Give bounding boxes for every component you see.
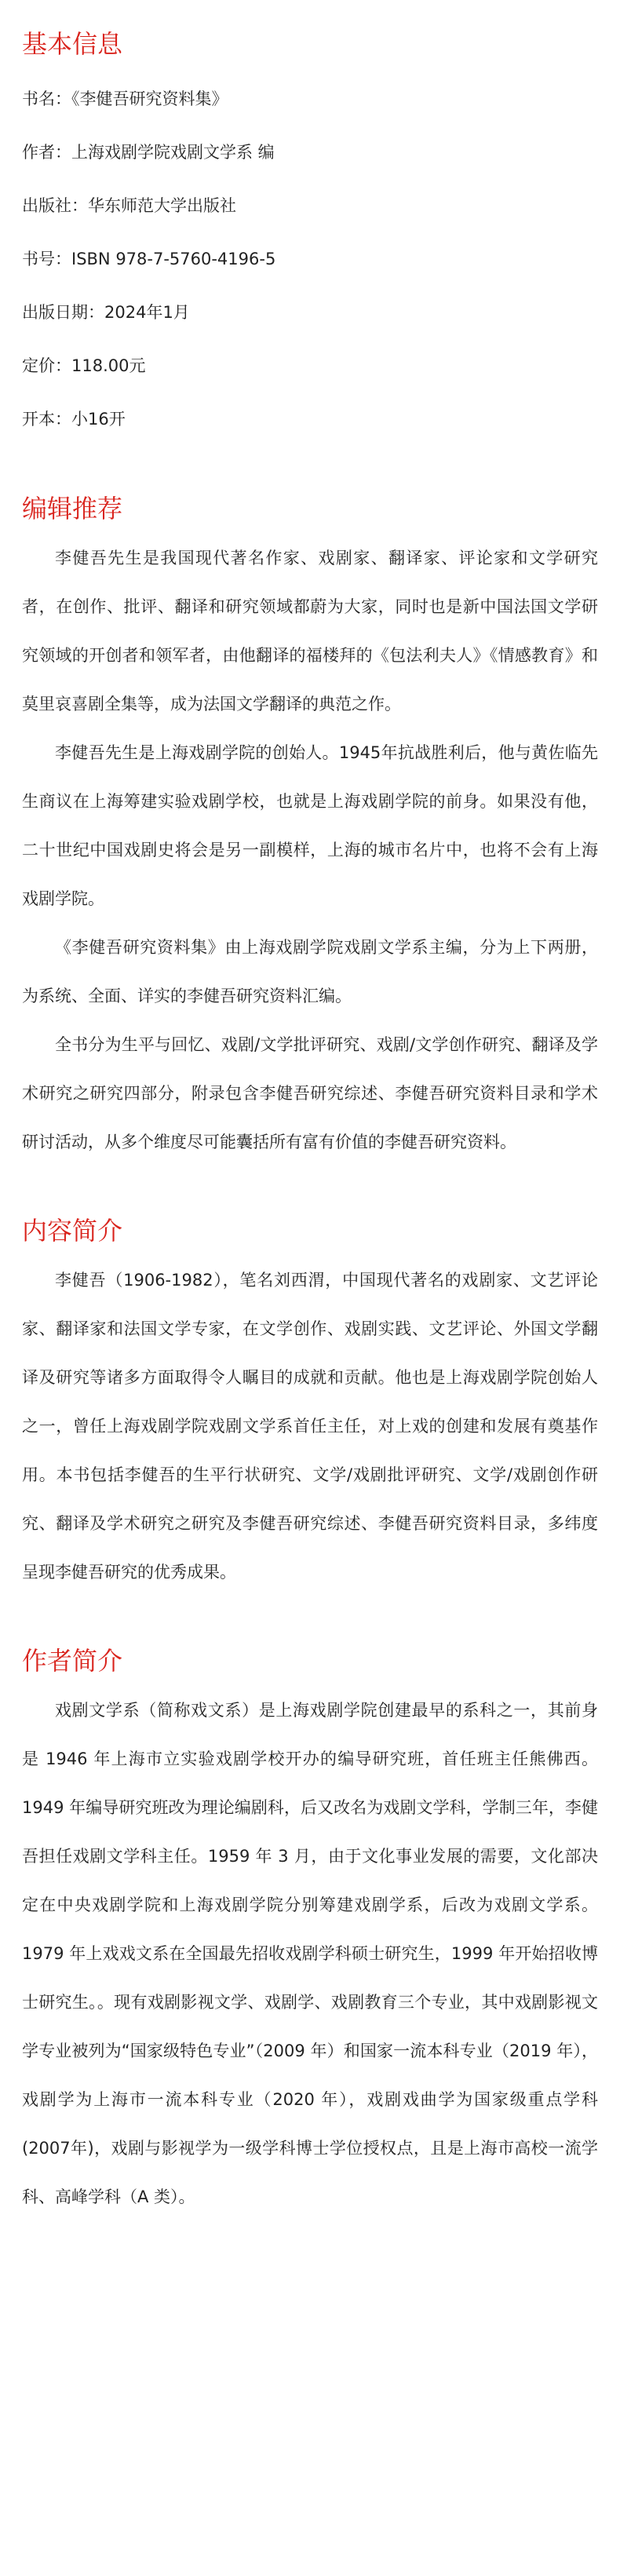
info-row-isbn: 书号：ISBN 978-7-5760-4196-5	[22, 250, 276, 268]
info-row-format: 开本：小16开	[22, 410, 126, 429]
basic-info-list	[22, 72, 598, 446]
info-row-pub-date: 出版日期：2024年1月	[22, 303, 190, 322]
paragraph: 全书分为生平与回忆、戏剧/文学批评研究、戏剧/文学创作研究、翻译及学术研究之研究四部分，附录包含李健吾研究综述、李健吾研究资料目录和学术研讨活动，从多个维度尽可能囊括所有富有价值的李健吾研究资料。	[22, 1035, 598, 1151]
editor-recommendation-section	[22, 491, 598, 1166]
section-title-editor-recommendation: 编辑推荐	[22, 494, 123, 524]
section-title-basic-info: 基本信息	[22, 29, 123, 59]
info-row-author: 作者：上海戏剧学院戏剧文学系 编	[22, 143, 275, 162]
paragraph: 戏剧文学系（简称戏文系）是上海戏剧学院创建最早的系科之一，其前身是 1946 年上海市立实验戏剧学校开办的编导研究班，首任班主任熊佛西。1949 年编导研究班改为理论编剧科，后又改名为戏剧文学科，学制三年，李健吾担任戏剧文学科主任。1959 年 3 月，由于文化事业发展的需要，文化部决定在中央戏剧学院和上海戏剧学院分别筹建戏剧学系，后改为戏剧文学系。1979 年上戏戏文系在全国最先招收戏剧学科硕士研究生，1999 年开始招收博士研究生。。现有戏剧影视文学、戏剧学、戏剧教育三个专业，其中戏剧影视文学专业被列为“国家级特色专业”（2009 年）和国家一流本科专业（2019 年），戏剧学为上海市一流本科专业（2020 年），戏剧戏曲学为国家级重点学科(2007年)，戏剧与影视学为一级学科博士学位授权点，且是上海市高校一流学科、高峰学科（A 类）。	[22, 1701, 598, 2206]
author-intro-section	[22, 1644, 598, 2221]
content-summary-section	[22, 1213, 598, 1596]
paragraph: 《李健吾研究资料集》由上海戏剧学院戏剧文学系主编，分为上下两册，为系统、全面、详实的李健吾研究资料汇编。	[22, 938, 598, 1005]
paragraph: 李健吾先生是我国现代著名作家、戏剧家、翻译家、评论家和文学研究者，在创作、批评、翻译和研究领域都蔚为大家，同时也是新中国法国文学研究领域的开创者和领军者，由他翻译的福楼拜的《包法利夫人》《情感教育》和莫里哀喜剧全集等，成为法国文学翻译的典范之作。	[22, 549, 598, 713]
info-row-price: 定价：118.00元	[22, 356, 146, 375]
content-summary-body	[22, 1256, 598, 1596]
info-row-publisher: 出版社：华东师范大学出版社	[22, 196, 236, 215]
basic-info-section	[22, 27, 598, 446]
section-title-author-intro: 作者简介	[22, 1646, 123, 1676]
editor-recommendation-body	[22, 534, 598, 1166]
info-row-title: 书名：《李健吾研究资料集》	[22, 89, 228, 108]
paragraph: 李健吾（1906-1982），笔名刘西渭，中国现代著名的戏剧家、文艺评论家、翻译家和法国文学专家，在文学创作、戏剧实践、文艺评论、外国文学翻译及研究等诸多方面取得令人瞩目的成就和贡献。他也是上海戏剧学院创始人之一，曾任上海戏剧学院戏剧文学系首任主任，对上戏的创建和发展有奠基作用。本书包括李健吾的生平行状研究、文学/戏剧批评研究、文学/戏剧创作研究、翻译及学术研究之研究及李健吾研究综述、李健吾研究资料目录，多纬度呈现李健吾研究的优秀成果。	[22, 1271, 598, 1582]
author-intro-body	[22, 1686, 598, 2221]
paragraph: 李健吾先生是上海戏剧学院的创始人。1945年抗战胜利后，他与黄佐临先生商议在上海筹建实验戏剧学校，也就是上海戏剧学院的前身。如果没有他，二十世纪中国戏剧史将会是另一副模样，上海的城市名片中，也将不会有上海戏剧学院。	[22, 743, 598, 908]
section-title-content-summary: 内容简介	[22, 1216, 123, 1246]
